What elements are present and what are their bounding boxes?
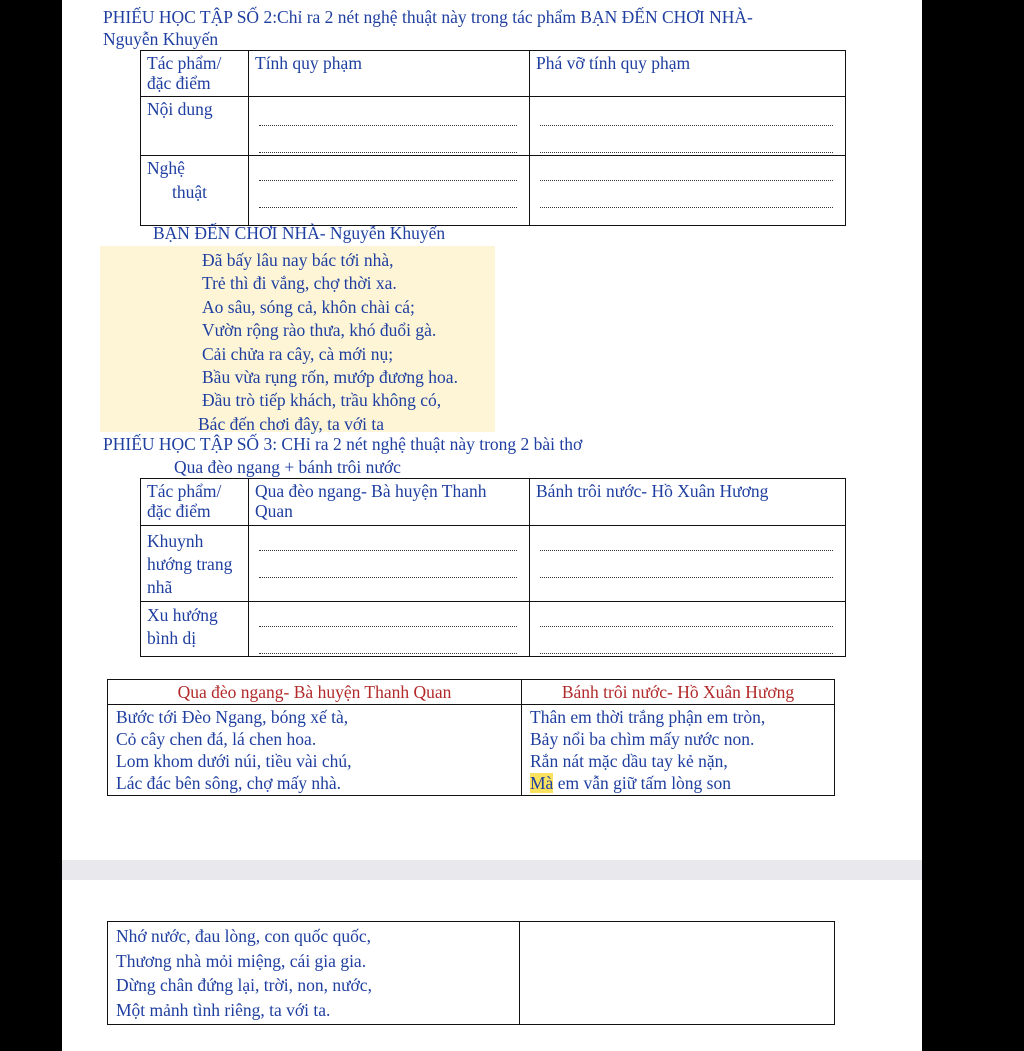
page2-col2-body (520, 922, 835, 1025)
sheet2-row2-label (141, 156, 249, 226)
sheet3-row1-label: Khuynh hướng trang nhã (141, 526, 249, 602)
poem-line-marked (530, 772, 826, 794)
sheet2-row1-label: Nội dung (141, 97, 249, 156)
poem-line: Đầu trò tiếp khách, trầu không có, (202, 390, 442, 411)
poem-line: Dừng chân đứng lại, trời, non, nước, (116, 975, 372, 995)
sheet2-row2-cell1 (249, 156, 530, 226)
poem-line: Bảy nổi ba chìm mấy nước non. (530, 729, 755, 749)
sheet3-table (140, 478, 846, 657)
sheet2-row2-label-line2: thuật (172, 182, 207, 202)
page-separator (62, 860, 922, 880)
poem-line-rest: em vẫn giữ tấm lòng son (553, 773, 731, 793)
poem-line: Cải chửa ra cây, cà mới nụ; (202, 343, 394, 364)
poem-line: Một mảnh tình riêng, ta với ta. (116, 999, 331, 1020)
sheet3-row1-cell2 (530, 526, 846, 602)
poem-line: Lom khom dưới núi, tiều vài chú, (116, 751, 352, 771)
poem-line: Vườn rộng rào thưa, khó đuổi gà. (202, 320, 437, 341)
poem-title: BẠN ĐẾN CHƠI NHÀ- Nguyễn Khuyến (153, 223, 446, 243)
sheet2-row2-cell2 (530, 156, 846, 226)
sheet2-table (140, 50, 846, 226)
sheet2-heading-author: Nguyễn Khuyến (103, 29, 219, 49)
sheet3-row2-cell2 (530, 602, 846, 657)
sheet2-row1-cell1 (249, 97, 530, 156)
page2-col1-body (108, 922, 520, 1025)
sheet2-col2-header: Phá vỡ tính quy phạm (530, 51, 846, 97)
sheet3-row1-cell1 (249, 526, 530, 602)
poem-line: Cỏ cây chen đá, lá chen hoa. (116, 729, 317, 749)
sheet2-row1-cell2 (530, 97, 846, 156)
poem-line: Bầu vừa rụng rốn, mướp đương hoa. (202, 367, 458, 388)
sheet3-corner-cell: Tác phẩm/ đặc điểm (141, 479, 249, 526)
poem-line: Đã bấy lâu nay bác tới nhà, (202, 250, 394, 270)
poems-col1-header: Qua đèo ngang- Bà huyện Thanh Quan (108, 680, 522, 705)
poem-line: Lác đác bên sông, chợ mấy nhà. (116, 773, 342, 793)
poems-table (107, 679, 835, 796)
poems-col2-body (522, 705, 835, 796)
sheet2-heading: PHIẾU HỌC TẬP SỐ 2:Chỉ ra 2 nét nghệ thuật này trong tác phẩm BẠN ĐẾN CHƠI NHÀ- (103, 7, 753, 27)
poem-lines (198, 249, 458, 436)
sheet2-corner-cell: Tác phẩm/ đặc điểm (141, 51, 249, 97)
sheet2-col1-header: Tính quy phạm (249, 51, 530, 97)
highlighted-word: Mà (530, 773, 554, 793)
poem-line: Trẻ thì đi vắng, chợ thời xa. (202, 273, 397, 294)
poem-line: Thân em thời trắng phận em tròn, (530, 707, 766, 727)
poem-line: Ao sâu, sóng cả, khôn chài cá; (202, 296, 415, 317)
sheet3-col1-header: Qua đèo ngang- Bà huyện Thanh Quan (249, 479, 530, 526)
sheet2-row2-label-line1: Nghệ (147, 158, 185, 178)
poems-col1-body (108, 705, 522, 796)
page2-table (107, 921, 835, 1025)
poems-col2-header: Bánh trôi nước- Hồ Xuân Hương (522, 680, 835, 705)
poem-line: Thương nhà mỏi miệng, cái gia gia. (116, 950, 367, 971)
poem-line: Rắn nát mặc dầu tay kẻ nặn, (530, 751, 728, 771)
poem-line: Bước tới Đèo Ngang, bóng xế tà, (116, 707, 349, 727)
poem-line: Nhớ nước, đau lòng, con quốc quốc, (116, 926, 371, 946)
sheet3-col2-header: Bánh trôi nước- Hồ Xuân Hương (530, 479, 846, 526)
sheet3-heading: PHIẾU HỌC TẬP SỐ 3: CHỉ ra 2 nét nghệ thuật này trong 2 bài thơ (103, 434, 583, 454)
sheet3-subheading: Qua đèo ngang + bánh trôi nước (174, 457, 401, 477)
poem-line: Bác đến chơi đây, ta với ta (198, 413, 384, 434)
sheet3-row2-cell1 (249, 602, 530, 657)
sheet3-row2-label: Xu hướng bình dị (141, 602, 249, 657)
